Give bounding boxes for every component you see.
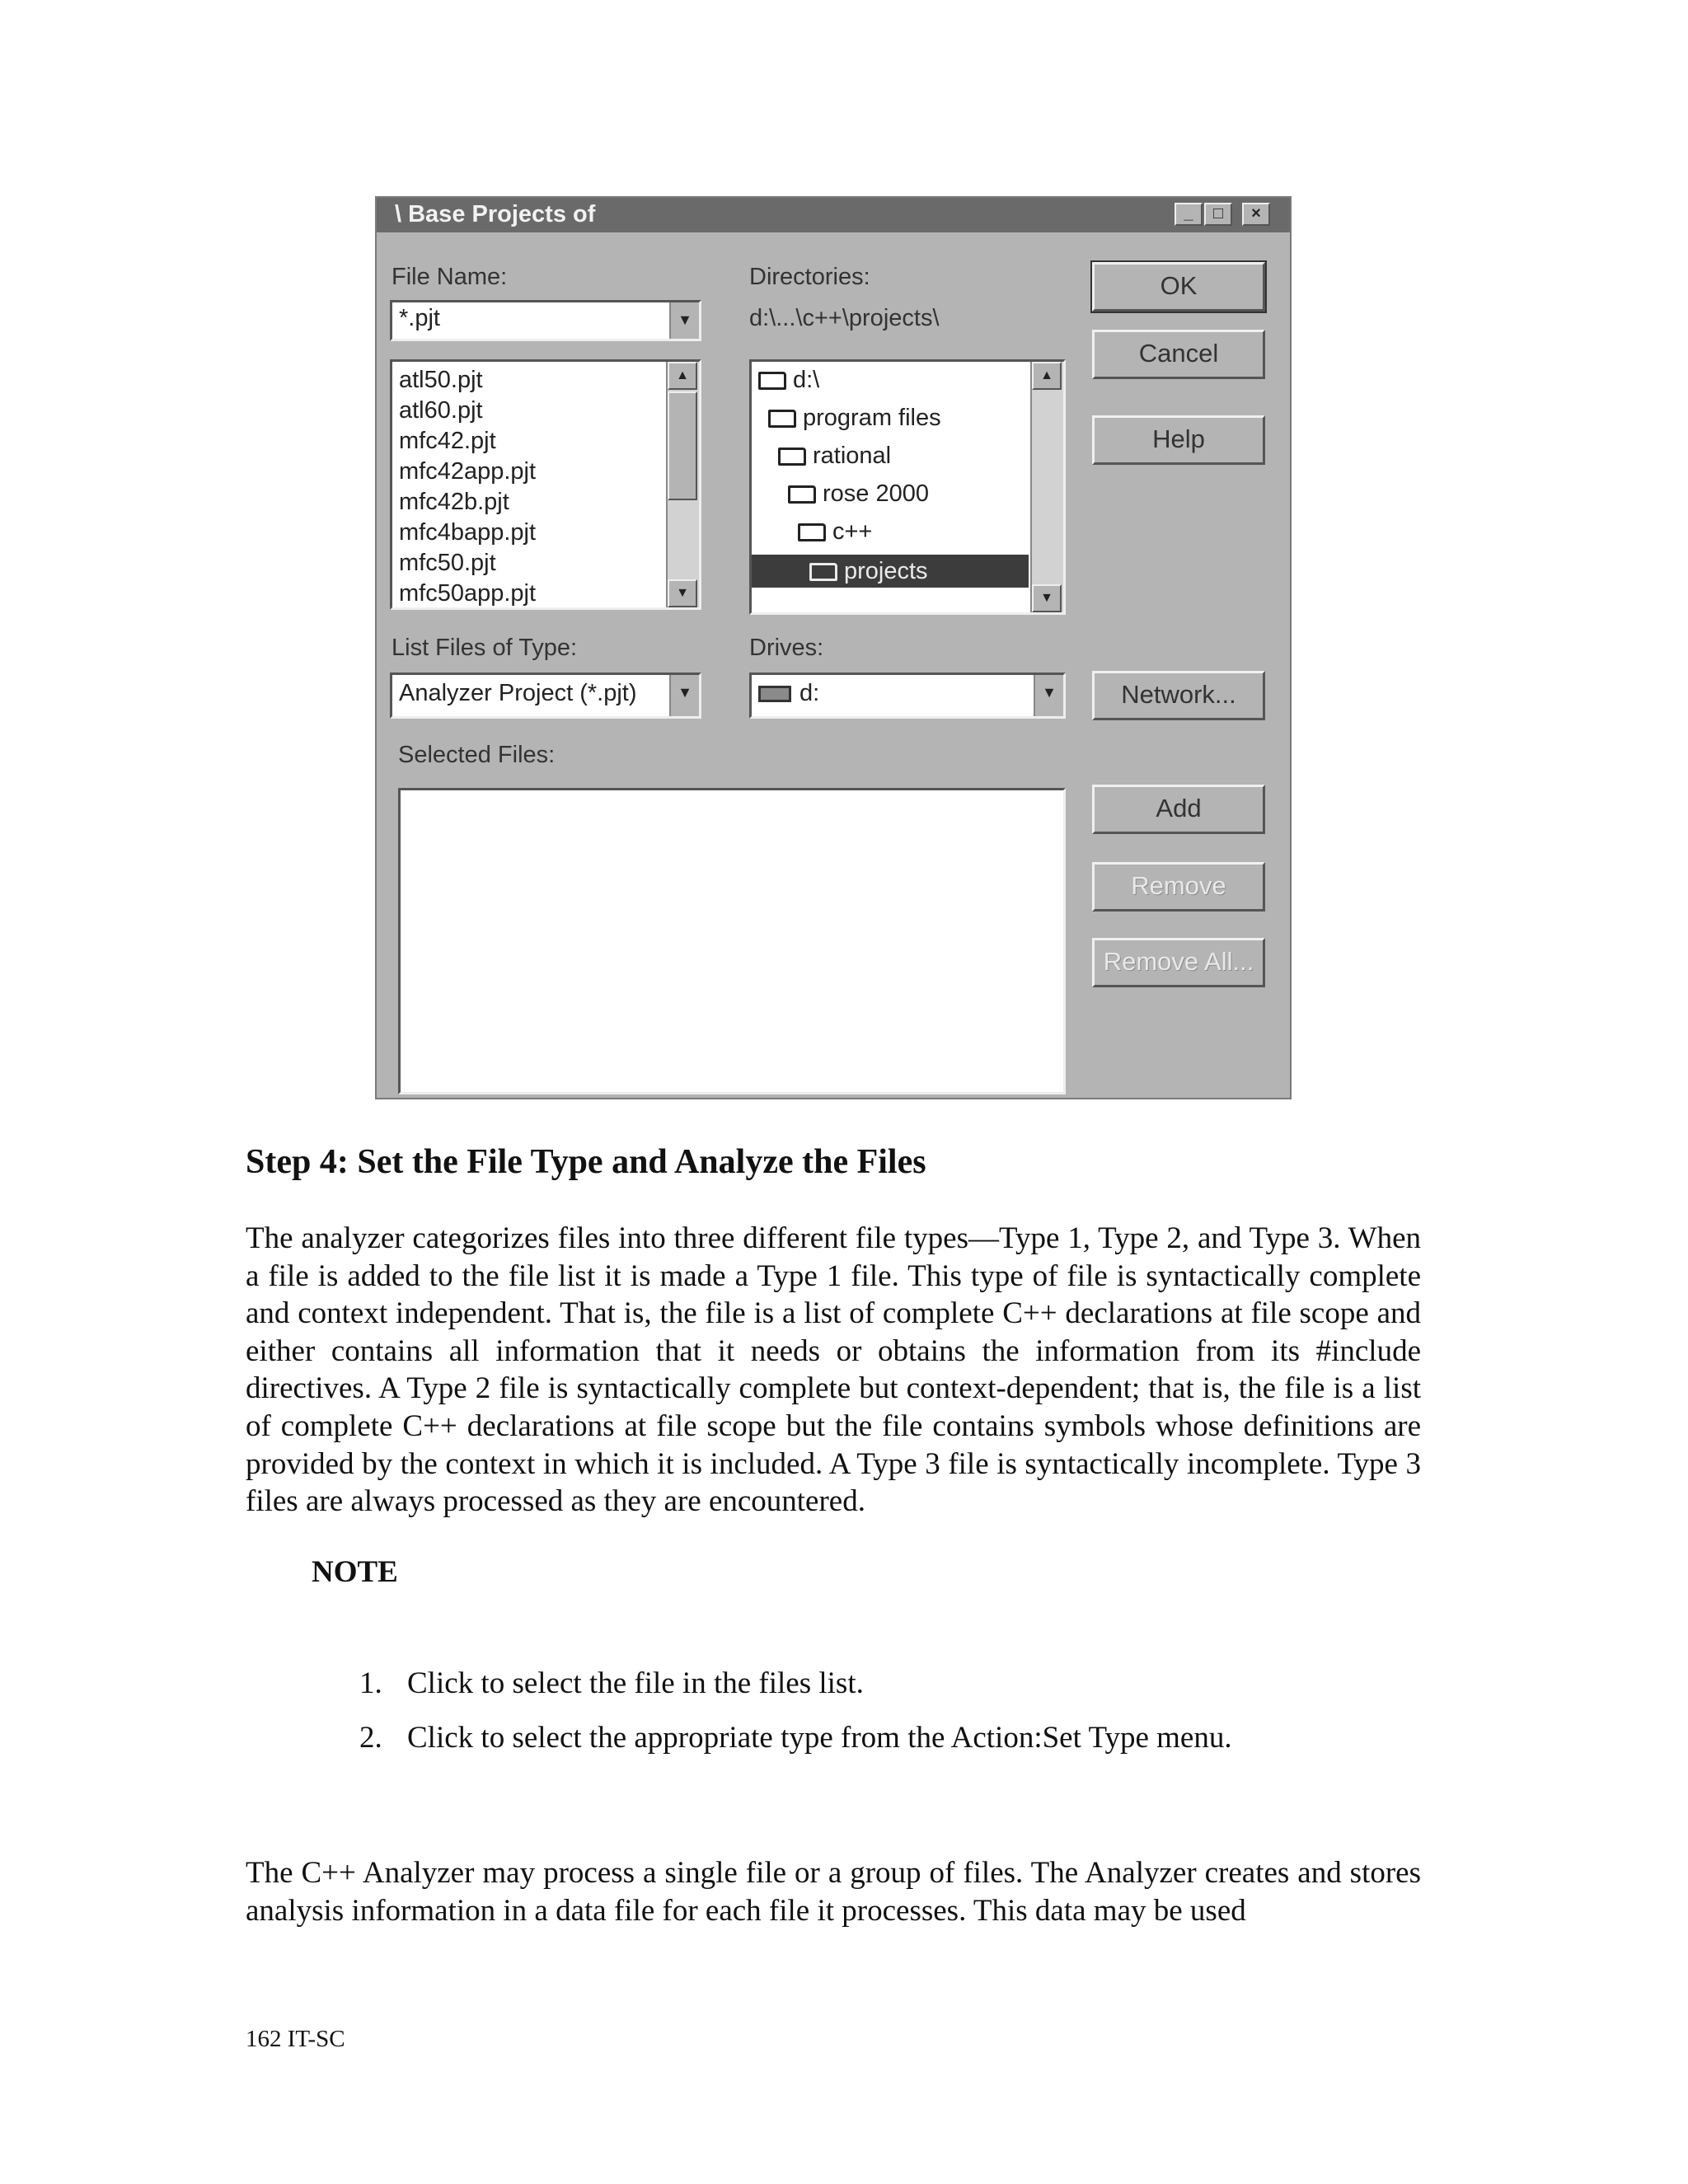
step-number: 2.: [359, 1721, 382, 1755]
list-item: [359, 1711, 1232, 1765]
directory-item[interactable]: [768, 401, 941, 434]
steps-list: [359, 1657, 1232, 1765]
page-footer: 162 IT-SC: [246, 2026, 345, 2052]
list-item: [359, 1657, 1232, 1711]
file-name-value: *.pjt: [399, 305, 440, 331]
directory-label: projects: [844, 558, 928, 584]
drive-value: [758, 680, 819, 707]
directory-item-selected[interactable]: [752, 555, 1029, 588]
file-types-paragraph: The analyzer categorizes files into three different file types—Type 1, Type 2, and Type 3. When a file is added to the file list it is made a Type 1 file. This type of file is syntactically complete and context independent. That is, the file is a list of complete C++ declarations at file scope and either contains all information that it needs or obtains the information from its #include directives. A Type 2 file is syntactically complete but context-dependent; that is, the file is a list of complete C++ declarations at file scope but the file contains symbols whose definitions are provided by the context in which it is included. A Type 3 file is syntactically incomplete. Type 3 files are always processed as they are encountered.: [246, 1221, 1421, 1519]
network-button[interactable]: Network...: [1092, 671, 1265, 720]
file-name-input[interactable]: [390, 300, 701, 341]
directory-label: rational: [813, 443, 892, 469]
list-item[interactable]: atl50.pjt: [399, 367, 483, 393]
file-listbox[interactable]: [390, 359, 701, 610]
list-item[interactable]: mfc50.pjt: [399, 550, 496, 576]
folder-icon: [758, 372, 786, 390]
directories-listbox[interactable]: [749, 359, 1066, 615]
directory-item[interactable]: [778, 439, 891, 472]
dialog-titlebar: [377, 198, 1290, 232]
list-item[interactable]: mfc50app.pjt: [399, 580, 537, 607]
directory-label: program files: [803, 405, 941, 431]
folder-icon: [788, 485, 816, 504]
dialog-title: \ Base Projects of: [395, 201, 596, 227]
arrow-down-icon[interactable]: ▼: [1032, 584, 1062, 612]
list-item[interactable]: mfc42.pjt: [399, 428, 496, 454]
file-list: [399, 365, 536, 609]
chevron-down-icon[interactable]: ▼: [669, 675, 699, 716]
directory-item[interactable]: [758, 363, 819, 396]
step-number: 1.: [359, 1666, 382, 1700]
minimize-button[interactable]: _: [1175, 203, 1203, 226]
directories-path: d:\...\c++\projects\: [749, 305, 940, 331]
ok-button[interactable]: OK: [1092, 262, 1265, 312]
list-item[interactable]: atl60.pjt: [399, 397, 483, 424]
directory-label: rose 2000: [823, 480, 929, 507]
file-type-select[interactable]: [390, 673, 701, 719]
list-item[interactable]: mfc42b.pjt: [399, 489, 509, 515]
selected-files-listbox[interactable]: [398, 788, 1066, 1094]
drive-select[interactable]: [749, 673, 1066, 719]
section-heading: Step 4: Set the File Type and Analyze the Files: [246, 1143, 926, 1181]
chevron-down-icon[interactable]: ▼: [1034, 675, 1063, 716]
list-type-label: List Files of Type:: [392, 635, 578, 661]
file-list-scrollbar[interactable]: [666, 362, 699, 607]
drives-label: Drives:: [749, 635, 824, 661]
close-button[interactable]: ×: [1242, 203, 1270, 226]
base-projects-dialog: [375, 196, 1292, 1099]
arrow-up-icon[interactable]: ▲: [668, 362, 697, 390]
drive-label: d:: [799, 680, 820, 706]
drive-icon: [758, 686, 791, 702]
remove-button[interactable]: Remove: [1092, 862, 1265, 912]
help-button[interactable]: Help: [1092, 415, 1265, 465]
maximize-button[interactable]: □: [1204, 203, 1232, 226]
file-type-value: Analyzer Project (*.pjt): [399, 680, 637, 706]
step-text: Click to select the appropriate type from the Action:Set Type menu.: [407, 1721, 1232, 1755]
note-label: NOTE: [312, 1555, 398, 1589]
folder-icon: [798, 523, 826, 541]
directory-label: c++: [832, 518, 873, 545]
file-name-label: File Name:: [392, 264, 508, 290]
cancel-button[interactable]: Cancel: [1092, 330, 1265, 379]
directory-item[interactable]: [788, 477, 929, 510]
remove-all-button[interactable]: Remove All...: [1092, 938, 1265, 987]
step-text: Click to select the file in the files list.: [407, 1666, 864, 1700]
directories-scrollbar[interactable]: [1030, 362, 1063, 612]
folder-icon: [778, 448, 806, 466]
arrow-down-icon[interactable]: ▼: [668, 579, 697, 607]
selected-files-label: Selected Files:: [398, 742, 556, 768]
scroll-thumb[interactable]: [668, 391, 697, 500]
chevron-down-icon[interactable]: ▼: [669, 302, 699, 339]
analyzer-paragraph: The C++ Analyzer may process a single file or a group of files. The Analyzer creates and stores analysis information in a data file for each file it processes. This data may be used: [246, 1856, 1421, 1928]
folder-icon: [768, 410, 796, 428]
folder-icon: [809, 563, 837, 581]
directories-label: Directories:: [749, 264, 870, 290]
add-button[interactable]: Add: [1092, 785, 1265, 834]
directory-label: d:\: [793, 367, 820, 393]
arrow-up-icon[interactable]: ▲: [1032, 362, 1062, 390]
list-item[interactable]: mfc42app.pjt: [399, 458, 537, 485]
directory-item[interactable]: [798, 515, 872, 548]
list-item[interactable]: mfc4bapp.pjt: [399, 519, 537, 546]
